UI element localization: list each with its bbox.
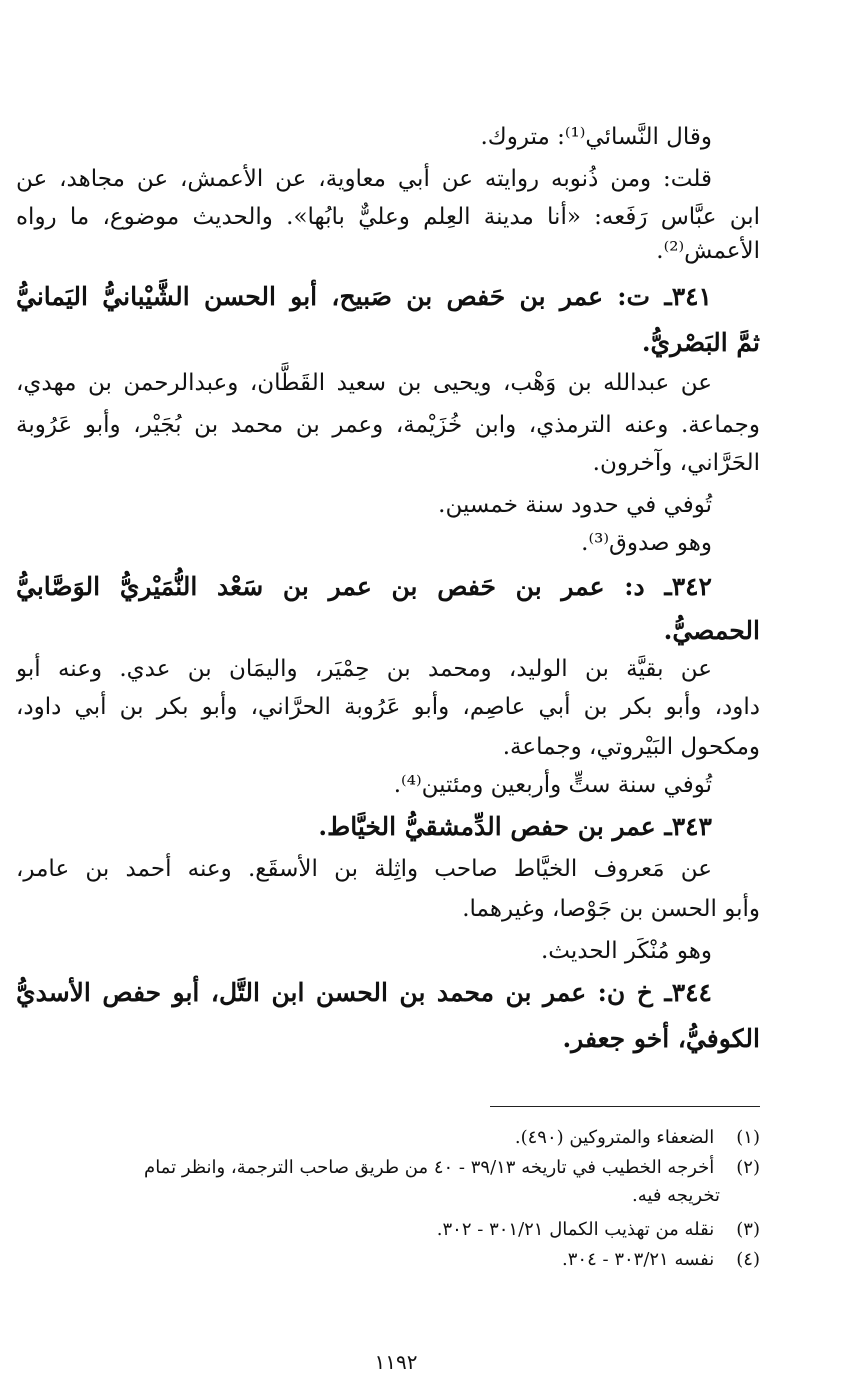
entry-heading-342-cont: الحمصيُّ. [663,616,760,645]
text-line: عن بقيَّة بن الوليد، ومحمد بن حِمْيَر، واليمَان بن عدي. وعنه أبو [16,656,712,682]
footnote-number: (٤) [736,1249,760,1270]
text-line: ومكحول البَيْروتي، وجماعة. [502,734,760,760]
text-line: قلت: ومن ذُنوبه روايته عن أبي معاوية، عن الأعمش، عن مجاهد، عن [16,166,712,192]
footnote-3 [16,1216,760,1244]
text-line: الأعمش⁽²⁾. [656,238,760,264]
footnote-2 [16,1154,760,1182]
text-line: وجماعة. وعنه الترمذي، وابن خُزَيْمة، وعمر بن محمد بن بُجَيْر، وأبو عَرُوبة [16,412,760,438]
text-line: داود، وأبو بكر بن أبي عاصِم، وأبو عَرُوبة الحرَّاني، وأبو بكر بن أبي داود، [16,694,760,720]
text-line: الحَرَّاني، وآخرون. [592,450,760,476]
text-line: وهو صدوق⁽³⁾. [581,530,712,556]
entry-heading-344: ٣٤٤ـ خ ن: عمر بن محمد بن الحسن ابن التَّل، أبو حفص الأسديُّ [16,978,712,1007]
text-line: وهو مُنْكَر الحديث. [540,938,712,964]
text-line: عن مَعروف الخيَّاط صاحب واثِلة بن الأسقَع. وعنه أحمد بن عامر، [16,856,712,882]
footnote-4 [16,1246,760,1274]
entry-heading-341-cont: ثمَّ البَصْريُّ. [641,328,760,357]
text-line: وقال النَّسائي⁽¹⁾: متروك. [480,124,712,150]
text-line: ابن عبَّاس رَفَعه: «أنا مدينة العِلم وعليٌّ بابُها». والحديث موضوع، ما رواه [16,204,760,230]
entry-heading-344-cont: الكوفيُّ، أخو جعفر. [562,1024,760,1053]
footnote-text: نقله من تهذيب الكمال ٣٠١/٢١ - ٣٠٢. [436,1219,715,1240]
text-line: وأبو الحسن بن جَوْصا، وغيرهما. [462,896,760,922]
text-line: تُوفي في حدود سنة خمسين. [438,492,712,518]
footnote-2-cont [16,1182,760,1210]
footnote-text: أخرجه الخطيب في تاريخه ٣٩/١٣ - ٤٠ من طريق صاحب الترجمة، وانظر تمام [144,1157,715,1178]
text-line: عن عبدالله بن وَهْب، ويحيى بن سعيد القَطَّان، وعبدالرحمن بن مهدي، [16,370,712,396]
footnote-1 [16,1124,760,1152]
footnote-number: (١) [736,1127,760,1148]
text-line: تُوفي سنة ستٍّ وأربعين ومئتين⁽⁴⁾. [393,772,712,798]
entry-heading-341: ٣٤١ـ ت: عمر بن حَفص بن صَبيح، أبو الحسن الشَّيْبانيُّ اليَمانيُّ [16,282,712,311]
footnote-number: (٣) [736,1219,760,1240]
footnote-separator [490,1106,760,1107]
entry-heading-343: ٣٤٣ـ عمر بن حفص الدِّمشقيُّ الخيَّاط. [318,812,712,841]
book-page [16,104,760,1374]
footnote-text: الضعفاء والمتروكين (٤٩٠). [514,1127,715,1148]
footnote-text: نفسه ٣٠٣/٢١ - ٣٠٤. [562,1249,715,1270]
footnote-number: (٢) [736,1157,760,1178]
page-number: ١١٩٢ [374,1350,418,1374]
footnote-text: تخريجه فيه. [632,1185,720,1206]
entry-heading-342: ٣٤٢ـ د: عمر بن حَفص بن عمر بن سَعْد النُّمَيْريُّ الوَصَّابيُّ [16,572,712,601]
